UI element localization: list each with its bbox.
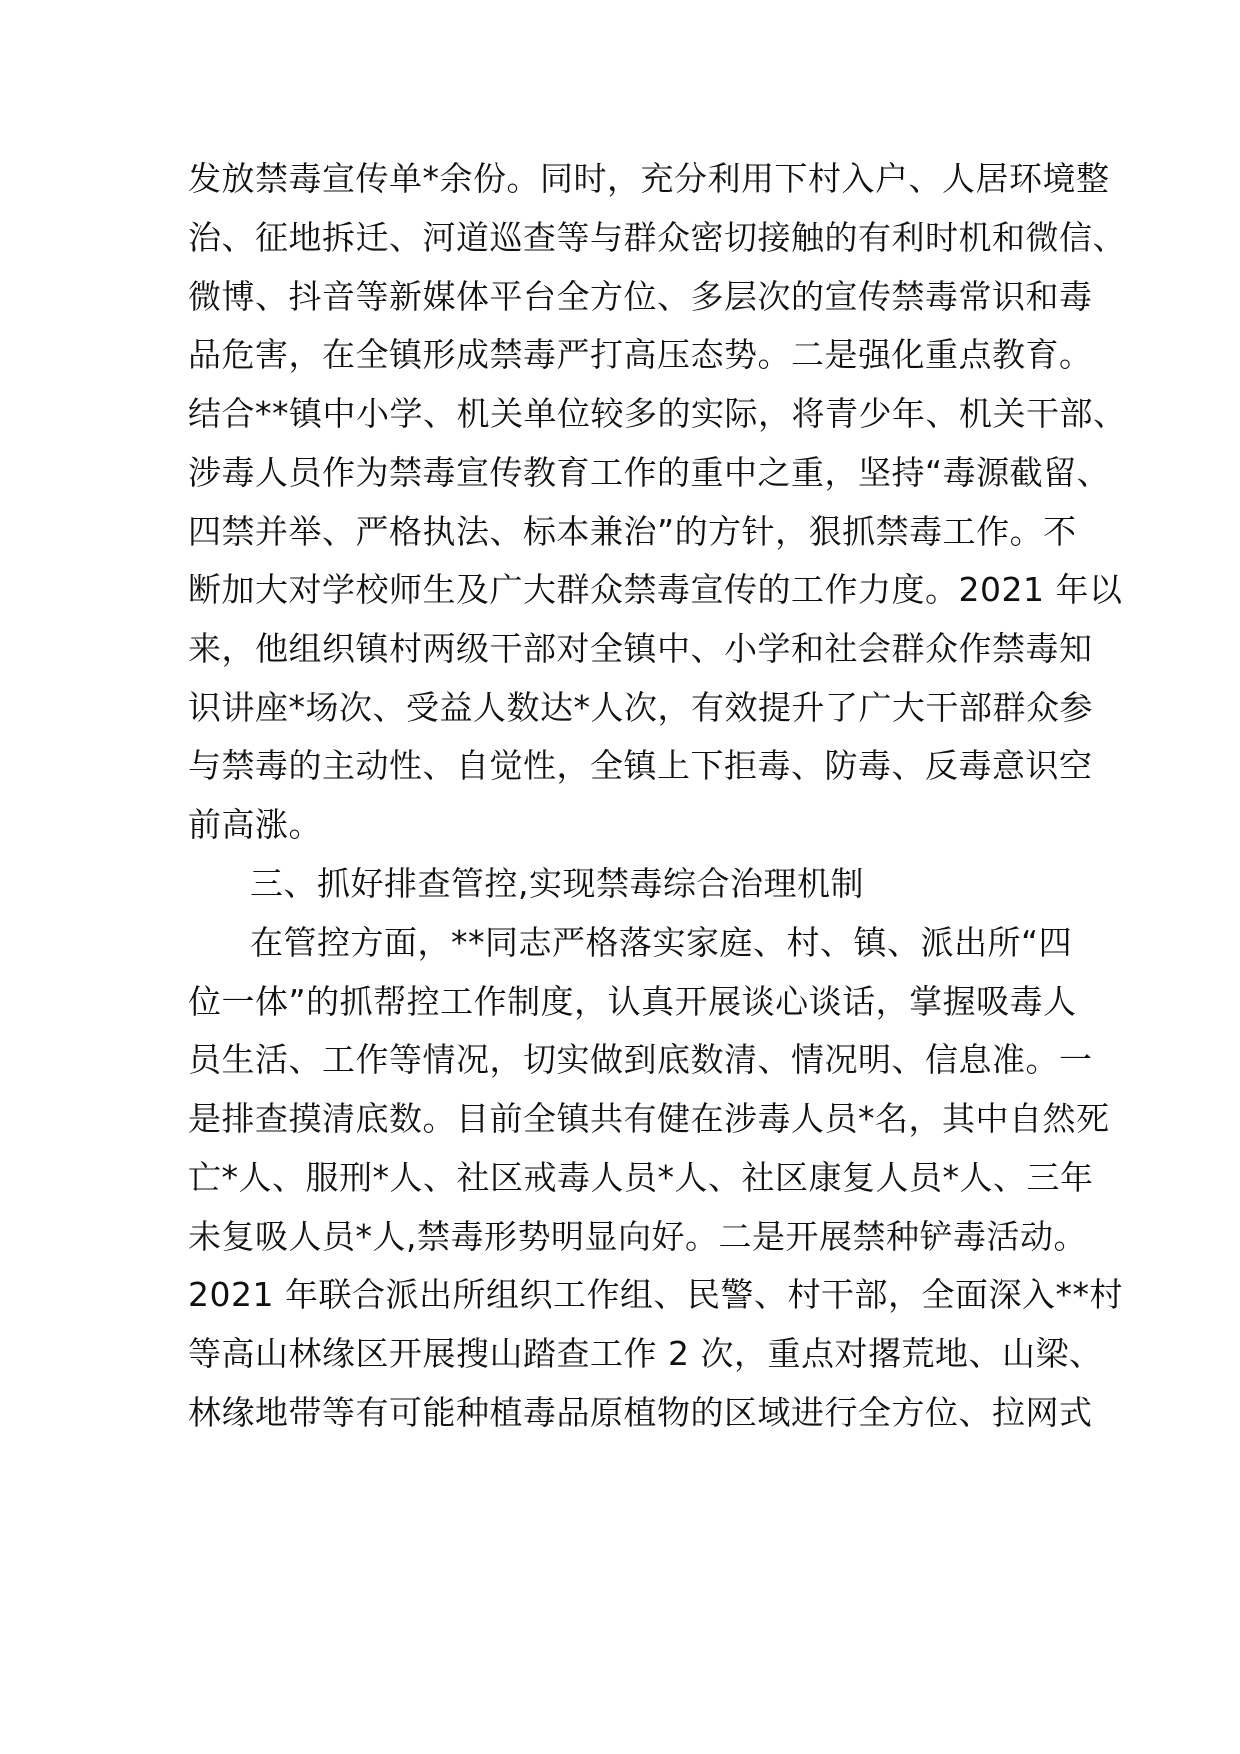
text-line: 来，他组织镇村两级干部对全镇中、小学和社会群众作禁毒知 [188, 629, 1093, 668]
text-line: 发放禁毒宣传单*余份。同时，充分利用下村入户、人居环境整 [188, 159, 1110, 198]
text-line: 林缘地带等有可能种植毒品原植物的区域进行全方位、拉网式 [188, 1393, 1093, 1432]
text-line: 四禁并举、严格执法、标本兼治”的方针，狠抓禁毒工作。不 [188, 512, 1077, 551]
text-line: 微博、抖音等新媒体平台全方位、多层次的宣传禁毒常识和毒 [188, 277, 1093, 316]
text-line: 涉毒人员作为禁毒宣传教育工作的重中之重，坚持“毒源截留、 [188, 453, 1111, 492]
section-heading: 三、抓好排查管控,实现禁毒综合治理机制 [250, 864, 864, 903]
text-line: 结合**镇中小学、机关单位较多的实际，将青少年、机关干部、 [188, 394, 1127, 433]
text-line: 亡*人、服刑*人、社区戒毒人员*人、社区康复人员*人、三年 [188, 1158, 1094, 1197]
text-line: 未复吸人员*人,禁毒形势明显向好。二是开展禁种铲毒活动。 [188, 1217, 1087, 1256]
text-line: 与禁毒的主动性、自觉性，全镇上下拒毒、防毒、反毒意识空 [188, 746, 1093, 785]
text-line: 2021 年联合派出所组织工作组、民警、村干部，全面深入**村 [188, 1275, 1123, 1314]
text-line: 品危害，在全镇形成禁毒严打高压态势。二是强化重点教育。 [188, 335, 1093, 374]
text-line: 前高涨。 [188, 805, 322, 844]
text-line: 等高山林缘区开展搜山踏查工作 2 次，重点对撂荒地、山梁、 [188, 1334, 1103, 1373]
text-line: 治、征地拆迁、河道巡查等与群众密切接触的有利时机和微信、 [188, 218, 1126, 257]
text-line: 在管控方面，**同志严格落实家庭、村、镇、派出所“四 [250, 923, 1073, 962]
text-line: 员生活、工作等情况，切实做到底数清、情况明、信息准。一 [188, 1040, 1093, 1079]
text-line: 位一体”的抓帮控工作制度，认真开展谈心谈话，掌握吸毒人 [188, 982, 1077, 1021]
text-line: 识讲座*场次、受益人数达*人次，有效提升了广大干部群众参 [188, 688, 1093, 727]
text-line: 断加大对学校师生及广大群众禁毒宣传的工作力度。2021 年以 [188, 570, 1123, 609]
text-line: 是排查摸清底数。目前全镇共有健在涉毒人员*名，其中自然死 [188, 1099, 1110, 1138]
